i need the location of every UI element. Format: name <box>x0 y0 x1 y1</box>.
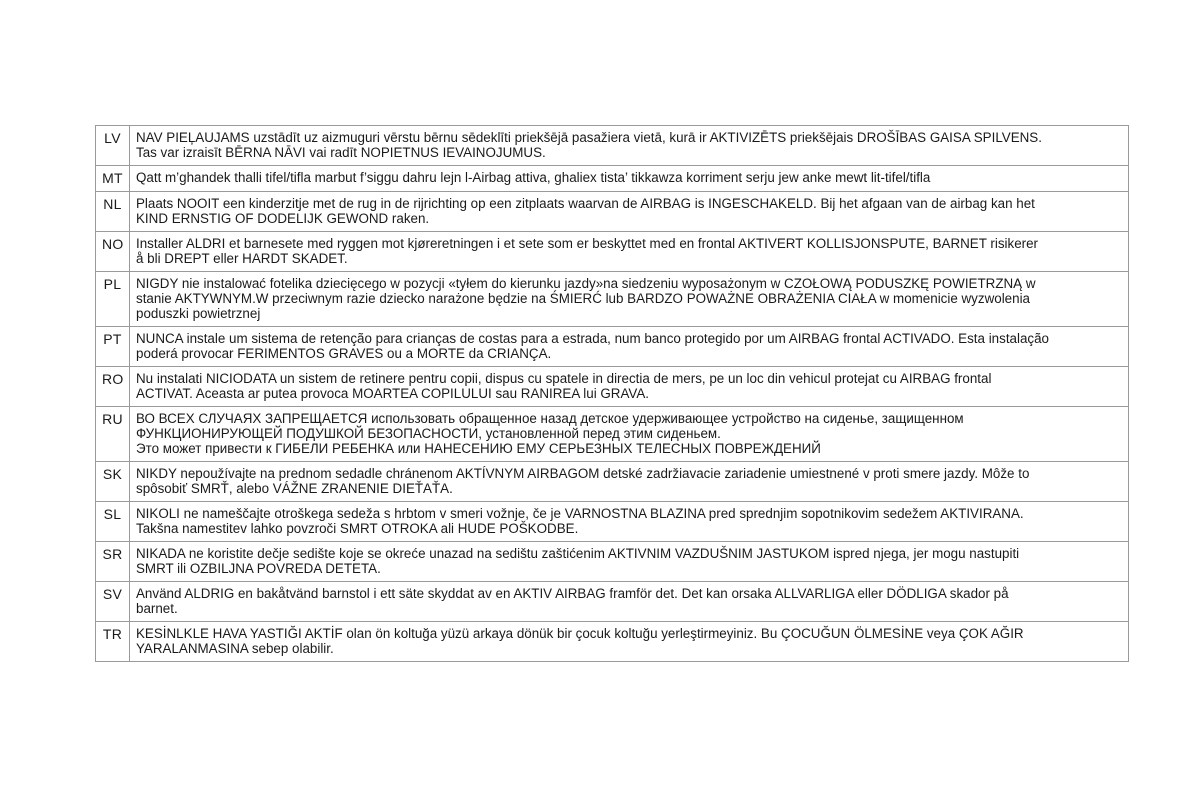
warning-text: NIKADA ne koristite dečje sedište koje se okreće unazad na sedištu zaštićenim AKTIVNIM VAZDUŠNIM JASTUKOM ispred njega, jer mogu nastupiti SMRT ili OZBILJNA POVREDA DETETA. <box>130 542 1129 582</box>
language-code: NO <box>96 232 130 272</box>
language-code: PT <box>96 327 130 367</box>
table-row <box>96 166 1129 192</box>
table-row <box>96 542 1129 582</box>
table-row <box>96 192 1129 232</box>
language-code: LV <box>96 126 130 166</box>
warning-text: Plaats NOOIT een kinderzitje met de rug in de rijrichting op een zitplaats waarvan de AIRBAG is INGESCHAKELD. Bij het afgaan van de airbag kan het KIND ERNSTIG OF DODELIJK GEWOND raken. <box>130 192 1129 232</box>
airbag-warning-table <box>95 125 1129 662</box>
language-code: SL <box>96 502 130 542</box>
table-row <box>96 407 1129 462</box>
table-row <box>96 502 1129 542</box>
table-row <box>96 582 1129 622</box>
warning-text: Qatt m’ghandek thalli tifel/tifla marbut f’siggu dahru lejn l-Airbag attiva, ghaliex tista’ tikkawza korriment serju jew anke mewt lit-tifel/tifla <box>130 166 1129 192</box>
table-row <box>96 462 1129 502</box>
warning-text: KESİNLKLE HAVA YASTIĞI AKTİF olan ön koltuğa yüzü arkaya dönük bir çocuk koltuğu yerleştirmeyiniz. Bu ÇOCUĞUN ÖLMESİNE veya ÇOK AĞIR YARALANMASINA sebep olabilir. <box>130 622 1129 662</box>
table-row <box>96 272 1129 327</box>
table-row <box>96 367 1129 407</box>
warning-text: Installer ALDRI et barnesete med ryggen mot kjøreretningen i et sete som er beskyttet med en frontal AKTIVERT KOLLISJONSPUTE, BARNET risikerer å bli DREPT eller HARDT SKADET. <box>130 232 1129 272</box>
table-row <box>96 622 1129 662</box>
warning-text: NAV PIEĻAUJAMS uzstādīt uz aizmuguri vērstu bērnu sēdeklīti priekšējā pasažiera vietā, kurā ir AKTIVIZĒTS priekšējais DROŠĪBAS GAISA SPILVENS. Tas var izraisīt BĒRNA NĀVI vai radīt NOPIETNUS IEVAINOJUMUS. <box>130 126 1129 166</box>
language-code: TR <box>96 622 130 662</box>
language-code: RU <box>96 407 130 462</box>
language-code: PL <box>96 272 130 327</box>
language-code: SV <box>96 582 130 622</box>
language-code: RO <box>96 367 130 407</box>
warning-text: NIKDY nepoužívajte na prednom sedadle chránenom AKTÍVNYM AIRBAGOM detské zadržiavacie zariadenie umiestnené v proti smere jazdy. Môže to spôsobiť SMRŤ, alebo VÁŽNE ZRANENIE DIEŤAŤA. <box>130 462 1129 502</box>
warning-text: NIGDY nie instalować fotelika dziecięcego w pozycji «tyłem do kierunku jazdy»na siedzeniu wyposażonym w CZOŁOWĄ PODUSZKĘ POWIETRZNĄ w stanie AKTYWNYM.W przeciwnym razie dziecko narażone będzie na ŚMIERĆ lub BARDZO POWAŻNE OBRAŻENIA CIAŁA w momenicie wyzwolenia poduszki powietrznej <box>130 272 1129 327</box>
warning-text: NIKOLI ne nameščajte otroškega sedeža s hrbtom v smeri vožnje, če je VARNOSTNA BLAZINA pred sprednjim sopotnikovim sedežem AKTIVIRANA. Takšna namestitev lahko povzroči SMRT OTROKA ali HUDE POŠKODBE. <box>130 502 1129 542</box>
table-row <box>96 126 1129 166</box>
warning-text: ВО ВСЕХ СЛУЧАЯХ ЗАПРЕЩАЕТСЯ использовать обращенное назад детское удерживающее устройство на сиденье, защищенном ФУНКЦИОНИРУЮЩЕЙ ПОДУШКОЙ БЕЗОПАСНОСТИ, установленной перед этим сиденьем. Это может привести к ГИБЕЛИ РЕБЕНКА или НАНЕСЕНИЮ ЕМУ СЕРЬЕЗНЫХ ТЕЛЕСНЫХ ПОВРЕЖДЕНИЙ <box>130 407 1129 462</box>
table-row <box>96 232 1129 272</box>
warning-text: Använd ALDRIG en bakåtvänd barnstol i ett säte skyddat av en AKTIV AIRBAG framför det. Det kan orsaka ALLVARLIGA eller DÖDLIGA skador på barnet. <box>130 582 1129 622</box>
language-code: MT <box>96 166 130 192</box>
warning-text: NUNCA instale um sistema de retenção para crianças de costas para a estrada, num banco protegido por um AIRBAG frontal ACTIVADO. Esta instalação poderá provocar FERIMENTOS GRAVES ou a MORTE da CRIANÇA. <box>130 327 1129 367</box>
language-code: SR <box>96 542 130 582</box>
table-row <box>96 327 1129 367</box>
language-code: SK <box>96 462 130 502</box>
warning-text: Nu instalati NICIODATA un sistem de retinere pentru copii, dispus cu spatele in directia de mers, pe un loc din vehicul protejat cu AIRBAG frontal ACTIVAT. Aceasta ar putea provoca MOARTEA COPILULUI sau RANIREA lui GRAVA. <box>130 367 1129 407</box>
language-code: NL <box>96 192 130 232</box>
